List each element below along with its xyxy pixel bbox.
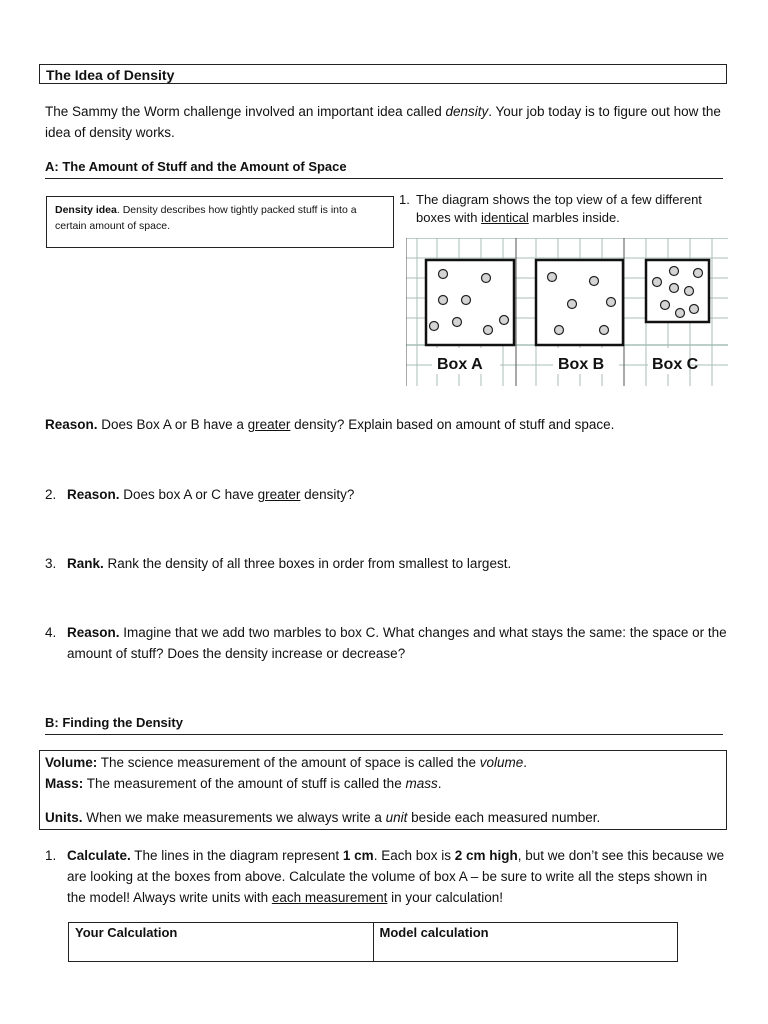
box-b-label: Box B	[558, 356, 605, 373]
section-b-rule	[45, 734, 723, 735]
section-a-heading: A: The Amount of Stuff and the Amount of Space	[45, 159, 347, 174]
volume-definition: Volume: The science measurement of the amount of space is called the volume.	[45, 755, 528, 770]
question-1-number: 1.	[399, 192, 410, 207]
model-calculation-cell: Model calculation	[373, 923, 678, 962]
page-title: The Idea of Density	[39, 64, 727, 84]
reason-question-a-b: Reason. Does Box A or B have a greater density? Explain based on amount of stuff and space.	[45, 417, 615, 432]
question-2-text: Reason. Does box A or C have greater density?	[67, 487, 355, 502]
section-b-heading: B: Finding the Density	[45, 715, 183, 730]
box-c-label: Box C	[652, 356, 699, 373]
units-definition: Units. When we make measurements we always write a unit beside each measured number.	[45, 810, 601, 825]
question-3-number: 3.	[45, 556, 57, 571]
question-1-text: The diagram shows the top view of a few different boxes with identical marbles inside.	[416, 192, 702, 225]
calculation-table	[68, 922, 678, 962]
box-a-label: Box A	[437, 356, 483, 373]
calculate-question-number: 1.	[45, 848, 57, 863]
question-3-text: Rank. Rank the density of all three boxes in order from smallest to largest.	[67, 556, 512, 571]
question-2-number: 2.	[45, 487, 57, 502]
mass-definition: Mass: The measurement of the amount of stuff is called the mass.	[45, 776, 442, 791]
definitions-box	[39, 750, 727, 830]
intro-paragraph: The Sammy the Worm challenge involved an important idea called density. Your job today is to figure out how the idea of density works.	[45, 104, 721, 140]
density-definition-box: Density idea. Density describes how tightly packed stuff is into a certain amount of space.	[46, 196, 394, 248]
marble-boxes-diagram	[406, 238, 728, 386]
question-4-number: 4.	[45, 625, 57, 640]
section-a-rule	[45, 178, 723, 179]
question-4-text: Reason. Imagine that we add two marbles to box C. What changes and what stays the same: the space or the amount of stuff? Does the density increase or decrease?	[67, 625, 727, 661]
your-calculation-cell[interactable]: Your Calculation	[69, 923, 374, 962]
calculate-question-text: Calculate. The lines in the diagram represent 1 cm. Each box is 2 cm high, but we don’t see this because we are looking at the boxes from above. Calculate the volume of box A – be sure to write all the steps shown in the model! Always write units with each measurement in your calculation!	[67, 848, 725, 905]
